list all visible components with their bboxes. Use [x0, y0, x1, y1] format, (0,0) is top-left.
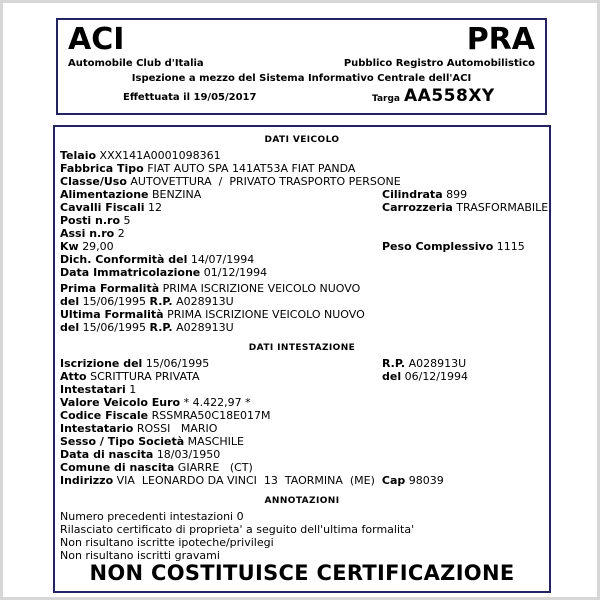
pra-acronym: PRA [466, 22, 535, 57]
field-value: 12 [148, 201, 163, 214]
section-title-dati-intestazione: DATI INTESTAZIONE [248, 343, 356, 353]
field-peso-complessivo [382, 240, 525, 253]
field-value: 29,00 [82, 240, 114, 253]
field-label: Prima Formalità [60, 282, 160, 295]
plate-group [372, 86, 495, 106]
field-value: 899 [446, 188, 468, 201]
field-value: 15/06/1995 [82, 295, 147, 308]
field-codice-fiscale [60, 409, 544, 422]
field-intestatario [60, 422, 544, 435]
field-value: BENZINA [152, 188, 202, 201]
field-value: GIARRE (CT) [177, 461, 253, 474]
field-data-immatricolazione [60, 266, 544, 279]
field-value: TRASFORMABILE [456, 201, 549, 214]
disclaimer-text: NON COSTITUISCE CERTIFICAZIONE [89, 561, 515, 585]
field-label: del [60, 321, 80, 334]
field-label: R.P. [149, 321, 173, 334]
field-label: Intestatari [60, 383, 126, 396]
field-kw [60, 240, 544, 253]
field-value: 5 [123, 214, 131, 227]
field-value: 06/12/1994 [404, 370, 469, 383]
field-label: Indirizzo [60, 474, 114, 487]
field-label: R.P. [382, 357, 406, 370]
field-label: Assi n.ro [60, 227, 115, 240]
field-value: XXX141A0001098361 [99, 149, 221, 162]
field-label: Intestatario [60, 422, 134, 435]
inspection-date [123, 92, 256, 103]
field-value: FIAT AUTO SPA 141AT53A FIAT PANDA [147, 162, 356, 175]
plate-value: AA558XY [404, 86, 495, 106]
field-value: 18/03/1950 [156, 448, 221, 461]
field-value: A028913U [176, 321, 234, 334]
field-value: ROSSI MARIO [136, 422, 218, 435]
pra-subtitle: Pubblico Registro Automobilistico [343, 58, 535, 69]
field-value: 01/12/1994 [203, 266, 268, 279]
section-title-annotazioni: ANNOTAZIONI [264, 496, 340, 506]
field-valore-veicolo [60, 396, 544, 409]
field-atto-del [382, 370, 468, 383]
field-label: Comune di nascita [60, 461, 175, 474]
field-posti [60, 214, 544, 227]
field-value: * 4.422,97 * [183, 396, 251, 409]
field-label: R.P. [149, 295, 173, 308]
field-indirizzo [60, 474, 544, 487]
field-label: Iscrizione del [60, 357, 143, 370]
field-prima-formalita [60, 282, 544, 295]
field-sesso-tipo-societa [60, 435, 544, 448]
field-label: Cavalli Fiscali [60, 201, 145, 214]
annotation-line: Non risultano iscritti gravami [60, 549, 220, 562]
field-cavalli-fiscali [60, 201, 549, 214]
field-label: Carrozzeria [382, 201, 453, 214]
annotation-line: Numero precedenti intestazioni 0 [60, 510, 244, 523]
field-data-nascita [60, 448, 544, 461]
field-value: AUTOVETTURA / PRIVATO TRASPORTO PERSONE [130, 175, 401, 188]
section-title-dati-veicolo: DATI VEICOLO [264, 135, 340, 145]
field-label: Alimentazione [60, 188, 149, 201]
field-rp [382, 357, 466, 370]
field-label: del [60, 295, 80, 308]
header-box [56, 18, 547, 115]
field-label: Telaio [60, 149, 97, 162]
field-label: Atto [60, 370, 87, 383]
field-value: PRIMA ISCRIZIONE VEICOLO NUOVO [162, 282, 361, 295]
field-label: Cap [381, 474, 406, 487]
field-value: 2 [117, 227, 125, 240]
inspection-date-value: 19/05/2017 [193, 92, 257, 103]
field-telaio [60, 149, 544, 162]
field-value: 15/06/1995 [82, 321, 147, 334]
field-value: 1 [129, 383, 137, 396]
report-body [53, 125, 551, 593]
field-label: Kw [60, 240, 79, 253]
field-label: Codice Fiscale [60, 409, 149, 422]
field-comune-nascita [60, 461, 544, 474]
field-value: 15/06/1995 [145, 357, 210, 370]
plate-label: Targa [372, 94, 401, 104]
aci-acronym: ACI [68, 22, 125, 57]
field-carrozzeria [382, 201, 548, 214]
field-ultima-formalita-dettagli [60, 321, 544, 334]
field-atto [60, 370, 544, 383]
field-value: MASCHILE [187, 435, 244, 448]
pra-block [343, 22, 535, 69]
field-value: VIA LEONARDO DA VINCI 13 TAORMINA (ME) [116, 474, 375, 487]
field-cilindrata [382, 188, 467, 201]
field-value: A028913U [176, 295, 234, 308]
annotation-line: Non risultano iscritte ipoteche/privilegi [60, 536, 274, 549]
field-ultima-formalita [60, 308, 544, 321]
field-label: del [382, 370, 402, 383]
field-value: 1115 [496, 240, 525, 253]
field-value: 14/07/1994 [190, 253, 255, 266]
field-label: Sesso / Tipo Società [60, 435, 185, 448]
field-value: RSSMRA50C18E017M [151, 409, 271, 422]
field-fabbrica-tipo [60, 162, 544, 175]
field-label: Data di nascita [60, 448, 154, 461]
field-classe-uso [60, 175, 544, 188]
field-value: A028913U [408, 357, 467, 370]
aci-block [68, 22, 204, 69]
field-label: Ultima Formalità [60, 308, 164, 321]
field-label: Dich. Conformità del [60, 253, 188, 266]
field-value: SCRITTURA PRIVATA [90, 370, 200, 383]
field-label: Cilindrata [382, 188, 443, 201]
field-dich-conformita [60, 253, 544, 266]
field-alimentazione [60, 188, 544, 201]
field-label: Fabbrica Tipo [60, 162, 144, 175]
field-prima-formalita-dettagli [60, 295, 544, 308]
field-label: Data Immatricolazione [60, 266, 201, 279]
field-intestatari [60, 383, 544, 396]
field-label: Valore Veicolo Euro [60, 396, 181, 409]
inspection-date-label: Effettuata il [123, 92, 191, 103]
aci-subtitle: Automobile Club d'Italia [68, 58, 204, 69]
field-label: Peso Complessivo [382, 240, 494, 253]
field-value: PRIMA ISCRIZIONE VEICOLO NUOVO [167, 308, 365, 321]
field-label: Posti n.ro [60, 214, 121, 227]
annotation-line: Rilasciato certificato di proprieta' a seguito dell'ultima formalita' [60, 523, 415, 536]
field-assi [60, 227, 544, 240]
field-label: Classe/Uso [60, 175, 127, 188]
field-iscrizione [60, 357, 544, 370]
inspection-line: Ispezione a mezzo del Sistema Informativo Centrale dell'ACI [131, 73, 472, 84]
field-value: 98039 [408, 474, 444, 487]
